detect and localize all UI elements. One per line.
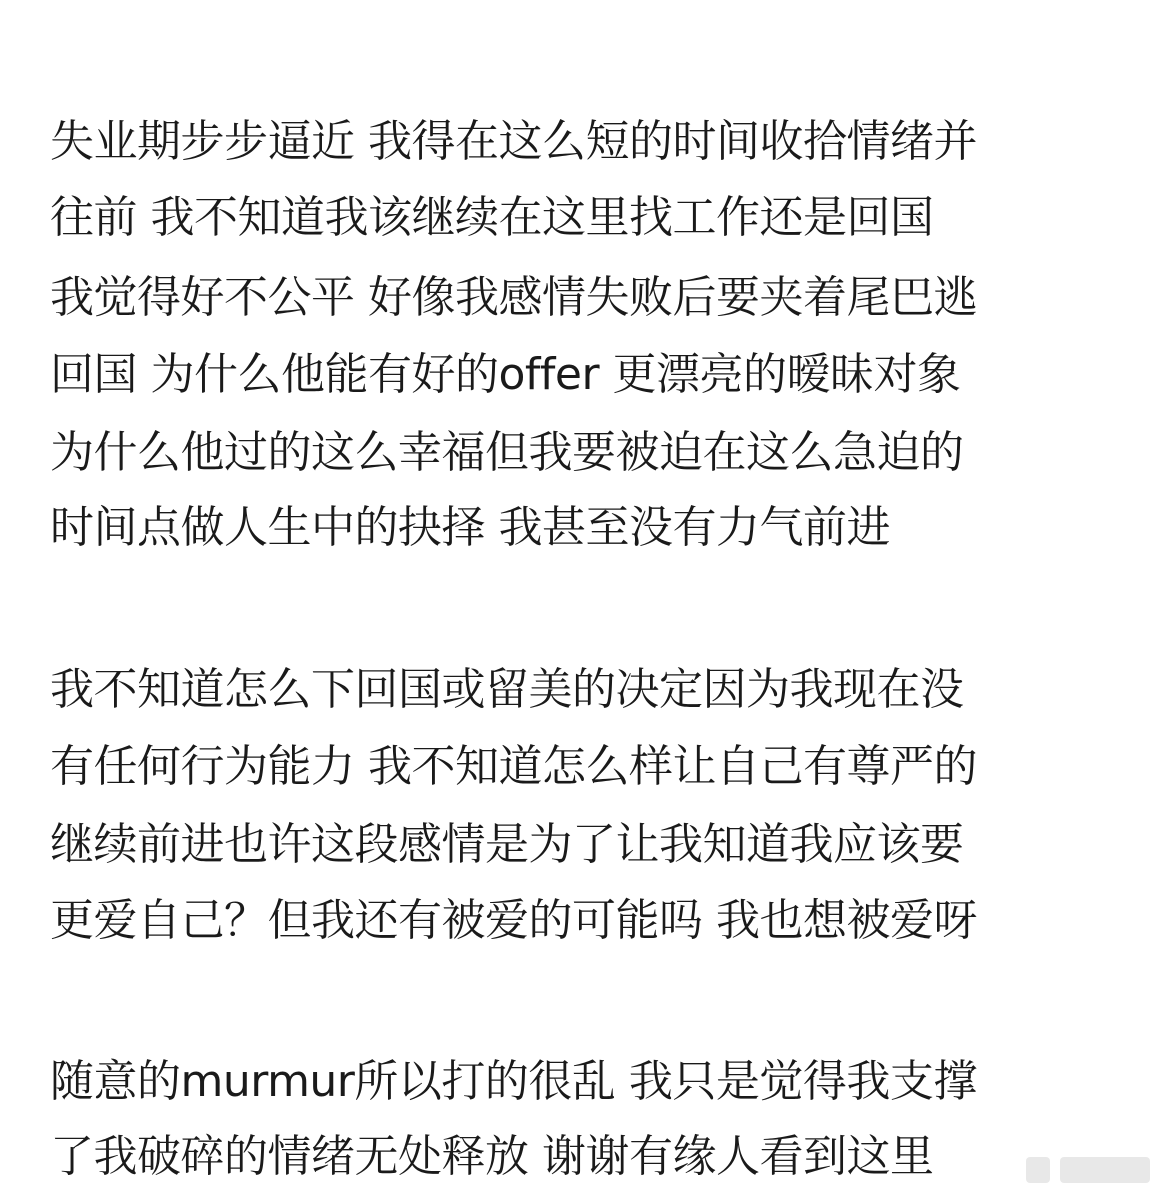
- paragraph-3-line-1: 随意的murmur所以打的很乱 我只是觉得我支撑: [50, 1056, 977, 1107]
- paragraph-2-line-3: 继续前进也许这段感情是为了让我知道我应该要: [50, 819, 964, 870]
- paragraph-3-line-2: 了我破碎的情绪无处释放 谢谢有缘人看到这里: [50, 1131, 934, 1182]
- watermark-logo-icon: [1026, 1157, 1050, 1183]
- paragraph-1-line-6: 时间点做人生中的抉择 我甚至没有力气前进: [50, 502, 890, 553]
- watermark-mark: [1060, 1157, 1150, 1183]
- watermark-overlay: [960, 1141, 1170, 1201]
- paragraph-2-line-4: 更爱自己？但我还有被爱的可能吗 我也想被爱呀: [50, 895, 977, 946]
- paragraph-1-line-4: 回国 为什么他能有好的offer 更漂亮的暧昧对象: [50, 349, 961, 400]
- paragraph-2-line-1: 我不知道怎么下回国或留美的决定因为我现在没: [50, 664, 964, 715]
- paragraph-2-line-2: 有任何行为能力 我不知道怎么样让自己有尊严的: [50, 741, 977, 792]
- paragraph-1-line-5: 为什么他过的这么幸福但我要被迫在这么急迫的: [50, 427, 964, 478]
- paragraph-1-line-1: 失业期步步逼近 我得在这么短的时间收拾情绪并: [50, 116, 977, 167]
- paragraph-1-line-2: 往前 我不知道我该继续在这里找工作还是回国: [50, 192, 934, 243]
- paragraph-1-line-3: 我觉得好不公平 好像我感情失败后要夹着尾巴逃: [50, 272, 977, 323]
